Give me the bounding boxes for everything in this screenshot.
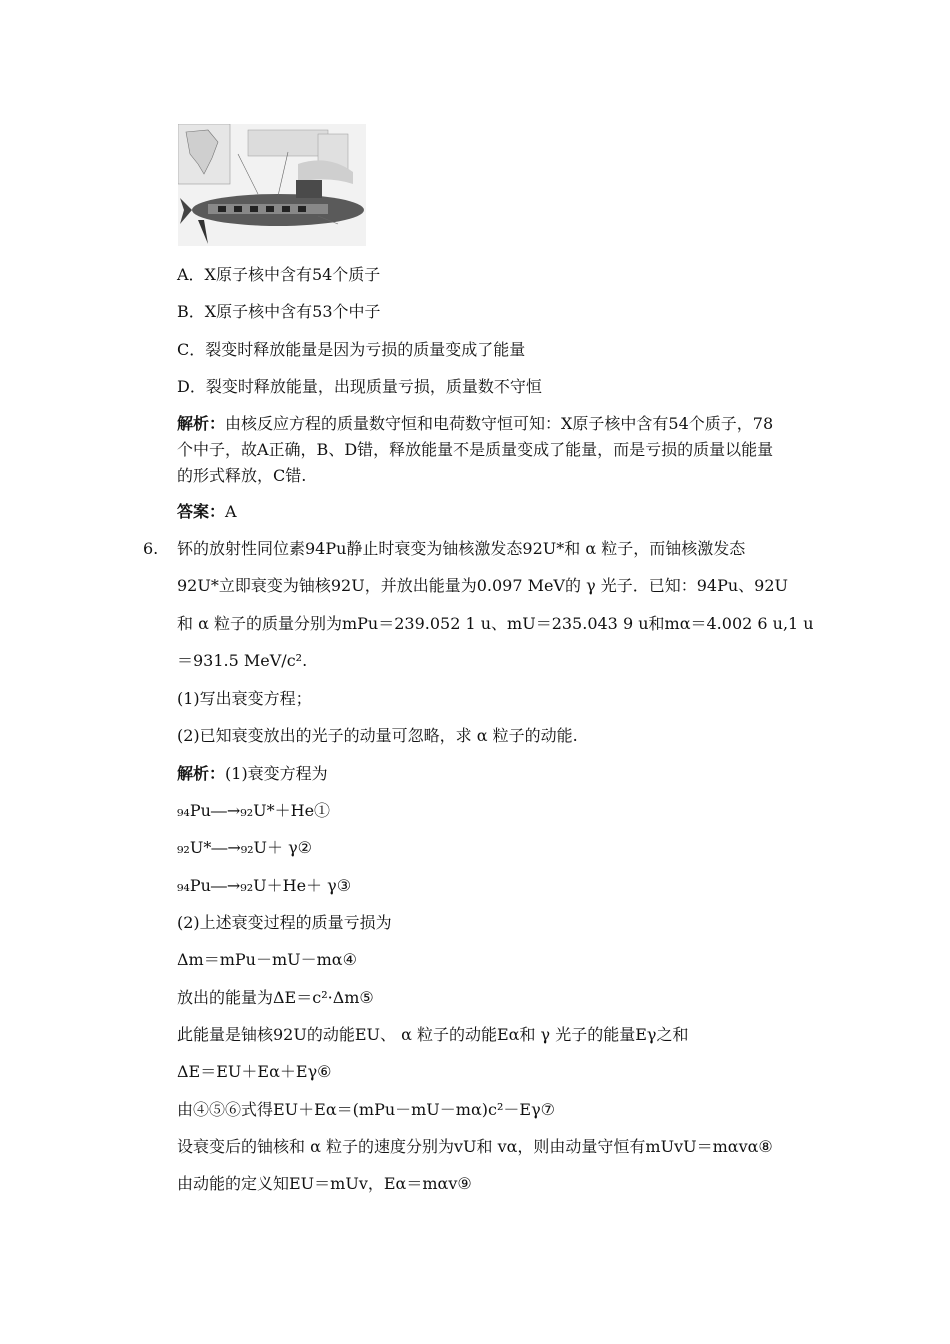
- q5-analysis-line-1: 解析：由核反应方程的质量数守恒和电荷数守恒可知：X原子核中含有54个质子，78: [177, 414, 774, 433]
- q5-answer-label: 答案：: [177, 502, 226, 521]
- q6-work-line-6: 放出的能量为ΔE＝c²·Δm⑤: [177, 988, 374, 1007]
- q6-line-4: ＝931.5 MeV/c².: [177, 651, 308, 670]
- q6-work-line-7: 此能量是铀核92U的动能EU、 α 粒子的动能Eα和 γ 光子的能量Eγ之和: [177, 1025, 689, 1044]
- q5-analysis-line-3: 的形式释放，C错.: [177, 466, 307, 485]
- q6-analysis-label: 解析：: [177, 764, 226, 783]
- q6-equation-2: ₉₂U*―→₉₂U＋ γ②: [177, 838, 313, 857]
- q6-line-2: 92U*立即衰变为铀核92U，并放出能量为0.097 MeV的 γ 光子．已知：94Pu、92U: [177, 576, 788, 595]
- q6-number: 6.: [143, 539, 159, 558]
- option-b: B．X原子核中含有53个中子: [177, 302, 381, 321]
- q6-subquestion-1: (1)写出衰变方程；: [177, 689, 312, 708]
- option-d: D．裂变时释放能量，出现质量亏损，质量数不守恒: [177, 377, 542, 396]
- q6-work-line-11: 由动能的定义知EU＝mUv，Eα＝mαv⑨: [177, 1174, 472, 1193]
- q6-work-line-4: (2)上述衰变过程的质量亏损为: [177, 913, 392, 932]
- option-a: A．X原子核中含有54个质子: [177, 265, 381, 284]
- q6-work-line-5: Δm＝mPu－mU－mα④: [177, 950, 357, 969]
- q6-equation-3: ₉₄Pu―→₉₂U＋He＋ γ③: [177, 876, 352, 895]
- q6-work-line-8: ΔE＝EU＋Eα＋Eγ⑥: [177, 1062, 332, 1081]
- q6-work-line-9: 由④⑤⑥式得EU＋Eα＝(mPu－mU－mα)c²－Eγ⑦: [177, 1100, 555, 1119]
- q6-analysis-line-1: 解析：(1)衰变方程为: [177, 764, 328, 783]
- q6-work-line-10: 设衰变后的铀核和 α 粒子的速度分别为vU和 vα，则由动量守恒有mUvU＝mαvα⑧: [177, 1137, 773, 1156]
- option-c: C．裂变时释放能量是因为亏损的质量变成了能量: [177, 340, 526, 359]
- q5-answer: 答案：A: [177, 502, 237, 521]
- q6-line-1: 钚的放射性同位素94Pu静止时衰变为铀核激发态92U*和 α 粒子，而铀核激发态: [177, 539, 746, 558]
- q6-subquestion-2: (2)已知衰变放出的光子的动量可忽略，求 α 粒子的动能.: [177, 726, 578, 745]
- q6-equation-1: ₉₄Pu―→₉₂U*＋He①: [177, 801, 331, 820]
- q5-analysis-line-2: 个中子，故A正确，B、D错，释放能量不是质量变成了能量，而是亏损的质量以能量: [177, 440, 774, 459]
- submarine-illustration: [178, 124, 366, 246]
- q5-analysis-label: 解析：: [177, 414, 226, 433]
- q6-line-3: 和 α 粒子的质量分别为mPu＝239.052 1 u、mU＝235.043 9 u和mα＝4.002 6 u,1 u: [177, 614, 814, 633]
